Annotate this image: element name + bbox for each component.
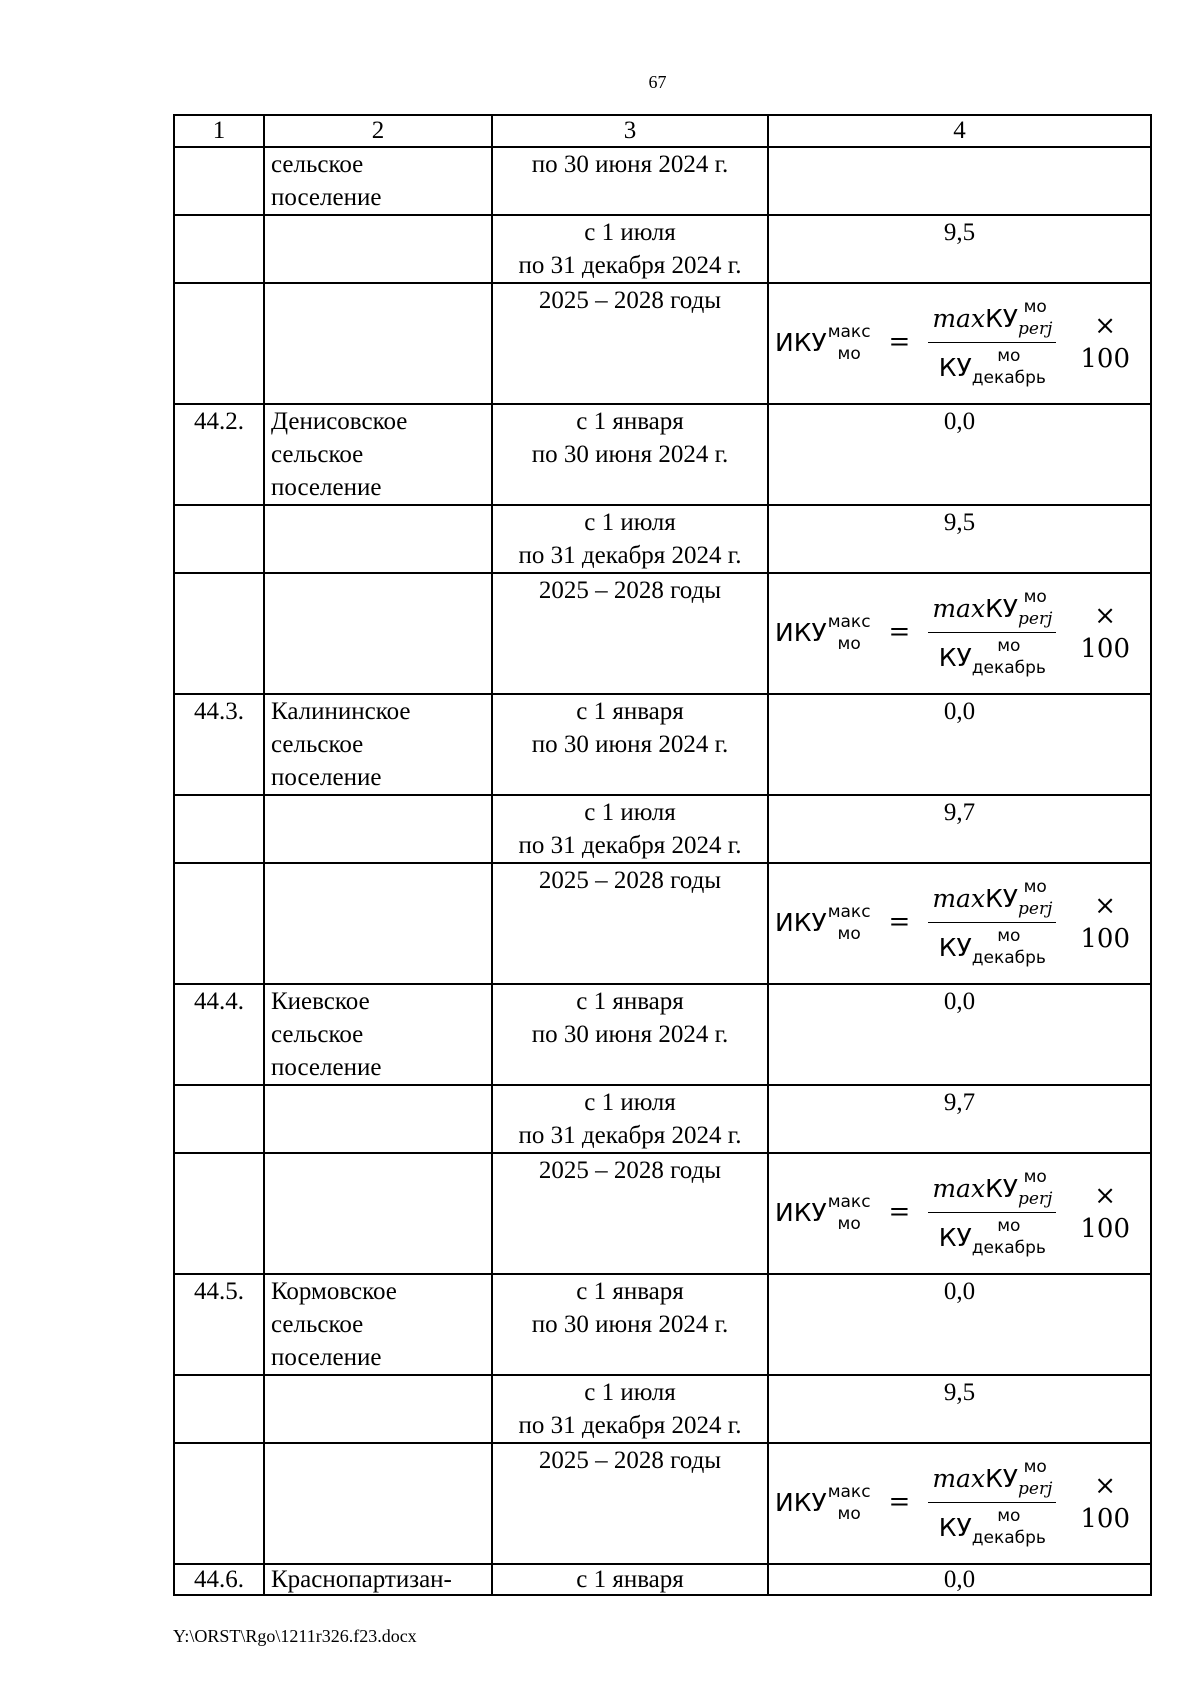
formula-num-sub: perj bbox=[1018, 319, 1053, 339]
cell-municipality bbox=[264, 1443, 492, 1564]
cell-value: 9,7 bbox=[768, 1085, 1151, 1153]
period-line: с 1 июля bbox=[584, 509, 676, 536]
cell-number bbox=[174, 573, 264, 694]
formula-fraction bbox=[928, 296, 1056, 389]
period-line: с 1 января bbox=[576, 698, 684, 725]
cell-number: 44.4. bbox=[174, 984, 264, 1085]
cell-number bbox=[174, 283, 264, 404]
municipality-line: Кормовское bbox=[271, 1278, 397, 1305]
municipality-line: сельское bbox=[271, 441, 364, 468]
cell-municipality bbox=[264, 795, 492, 863]
formula-den-indices bbox=[972, 925, 1046, 969]
formula-lhs-indices bbox=[828, 611, 871, 655]
cell-number bbox=[174, 147, 264, 215]
period-line: с 1 июля bbox=[584, 1379, 676, 1406]
formula bbox=[775, 286, 1144, 399]
formula-num-sub: perj bbox=[1018, 609, 1053, 629]
cell-value: 0,0 bbox=[768, 694, 1151, 795]
cell-value bbox=[768, 863, 1151, 984]
formula-num-sup: мо bbox=[1023, 1167, 1047, 1187]
formula-lhs-symbol: ИКУ bbox=[775, 1488, 827, 1517]
formula-multiplier: × 100 bbox=[1080, 1180, 1131, 1244]
table-row bbox=[174, 505, 1151, 573]
table-row bbox=[174, 1375, 1151, 1443]
municipality-line: сельское bbox=[271, 1021, 364, 1048]
formula-lhs-sub: мо bbox=[837, 633, 861, 654]
period-line: по 30 июня 2024 г. bbox=[531, 151, 729, 178]
formula-num-symbol: КУ bbox=[985, 1463, 1019, 1493]
municipality-line: Киевское bbox=[271, 988, 370, 1015]
formula-lhs-indices bbox=[828, 321, 871, 365]
formula-num-sup: мо bbox=[1023, 1457, 1047, 1477]
period-line: по 30 июня 2024 г. bbox=[531, 441, 729, 468]
formula-lhs-sup: макс bbox=[827, 901, 871, 922]
municipality-line: поселение bbox=[271, 184, 382, 211]
formula-equals: = bbox=[888, 1487, 911, 1517]
table-row bbox=[174, 283, 1151, 404]
tariff-table bbox=[173, 114, 1152, 1596]
municipality-line: Денисовское bbox=[271, 408, 408, 435]
cell-number bbox=[174, 1153, 264, 1274]
cell-number bbox=[174, 505, 264, 573]
formula-lhs-symbol: ИКУ bbox=[775, 1198, 827, 1227]
period-line: с 1 июля bbox=[584, 219, 676, 246]
formula-num-sub: perj bbox=[1018, 1479, 1053, 1499]
formula-den-sub: декабрь bbox=[971, 1528, 1046, 1548]
period-line: 2025 – 2028 годы bbox=[538, 577, 722, 604]
cell-value bbox=[768, 1153, 1151, 1274]
formula-den-sup: мо bbox=[997, 1216, 1021, 1236]
cell-value: 0,0 bbox=[768, 984, 1151, 1085]
cell-period bbox=[492, 1085, 768, 1153]
cell-number: 44.3. bbox=[174, 694, 264, 795]
cell-municipality bbox=[264, 694, 492, 795]
formula-num-indices bbox=[1018, 586, 1052, 630]
formula-lhs-symbol: ИКУ bbox=[775, 908, 827, 937]
formula-max: max bbox=[932, 593, 986, 623]
cell-municipality bbox=[264, 1153, 492, 1274]
formula-denominator bbox=[939, 1503, 1046, 1549]
cell-number bbox=[174, 215, 264, 283]
cell-municipality bbox=[264, 984, 492, 1085]
formula-equals: = bbox=[888, 1197, 911, 1227]
cell-period bbox=[492, 694, 768, 795]
formula-lhs bbox=[775, 1481, 871, 1525]
formula-den-symbol: КУ bbox=[938, 1222, 972, 1252]
formula-num-symbol: КУ bbox=[985, 593, 1019, 623]
municipality-line: поселение bbox=[271, 1344, 382, 1371]
formula-num-symbol: КУ bbox=[985, 303, 1019, 333]
formula-num-indices bbox=[1018, 296, 1052, 340]
cell-value: 9,7 bbox=[768, 795, 1151, 863]
formula-den-indices bbox=[972, 1215, 1046, 1259]
table-row bbox=[174, 1443, 1151, 1564]
header-cell: 4 bbox=[768, 115, 1151, 147]
formula-num-sup: мо bbox=[1023, 297, 1047, 317]
formula-lhs-sub: мо bbox=[837, 343, 861, 364]
cell-number: 44.2. bbox=[174, 404, 264, 505]
cell-municipality bbox=[264, 1085, 492, 1153]
formula-den-sup: мо bbox=[997, 346, 1021, 366]
period-line: по 30 июня 2024 г. bbox=[531, 731, 729, 758]
cell-municipality bbox=[264, 863, 492, 984]
cell-value bbox=[768, 147, 1151, 215]
formula-num-sup: мо bbox=[1023, 587, 1047, 607]
header-cell: 3 bbox=[492, 115, 768, 147]
formula-den-sub: декабрь bbox=[971, 368, 1046, 388]
formula-den-symbol: КУ bbox=[938, 1512, 972, 1542]
formula-lhs bbox=[775, 1191, 871, 1235]
period-line: с 1 января bbox=[576, 408, 684, 435]
table-row bbox=[174, 1085, 1151, 1153]
cell-value bbox=[768, 1443, 1151, 1564]
formula-lhs-sub: мо bbox=[837, 1503, 861, 1524]
formula-denominator bbox=[939, 923, 1046, 969]
cell-municipality bbox=[264, 505, 492, 573]
formula-lhs-symbol: ИКУ bbox=[775, 328, 827, 357]
formula-max: max bbox=[932, 883, 986, 913]
cell-municipality bbox=[264, 1375, 492, 1443]
cell-period bbox=[492, 147, 768, 215]
cell-period bbox=[492, 215, 768, 283]
formula-den-sub: декабрь bbox=[971, 948, 1046, 968]
formula-lhs bbox=[775, 611, 871, 655]
cell-period bbox=[492, 505, 768, 573]
period-line: 2025 – 2028 годы bbox=[538, 1447, 722, 1474]
cell-value: 0,0 bbox=[768, 404, 1151, 505]
period-line: по 31 декабря 2024 г. bbox=[518, 832, 742, 859]
period-line: с 1 января bbox=[576, 1278, 684, 1305]
period-line: по 31 декабря 2024 г. bbox=[518, 1412, 742, 1439]
formula-fraction bbox=[928, 586, 1056, 679]
formula-equals: = bbox=[888, 907, 911, 937]
formula-den-indices bbox=[972, 1505, 1046, 1549]
formula-lhs-indices bbox=[828, 901, 871, 945]
formula-multiplier: × 100 bbox=[1080, 890, 1131, 954]
formula bbox=[775, 1446, 1144, 1559]
formula-den-sup: мо bbox=[997, 926, 1021, 946]
formula-num-symbol: КУ bbox=[985, 883, 1019, 913]
formula-max: max bbox=[932, 1463, 986, 1493]
formula-num-sub: perj bbox=[1018, 899, 1053, 919]
municipality-line: сельское bbox=[271, 731, 364, 758]
formula-equals: = bbox=[888, 327, 911, 357]
formula-den-sup: мо bbox=[997, 636, 1021, 656]
period-line: 2025 – 2028 годы bbox=[538, 867, 722, 894]
table-row bbox=[174, 1153, 1151, 1274]
cell-number: 44.6. bbox=[174, 1564, 264, 1595]
municipality-line: поселение bbox=[271, 764, 382, 791]
cell-municipality bbox=[264, 1564, 492, 1595]
cell-value: 9,5 bbox=[768, 215, 1151, 283]
cell-municipality bbox=[264, 147, 492, 215]
formula-num-indices bbox=[1018, 1166, 1052, 1210]
period-line: по 31 декабря 2024 г. bbox=[518, 1122, 742, 1149]
formula-fraction bbox=[928, 1456, 1056, 1549]
formula bbox=[775, 576, 1144, 689]
municipality-line: Калининское bbox=[271, 698, 411, 725]
period-line: 2025 – 2028 годы bbox=[538, 1157, 722, 1184]
formula-lhs-sup: макс bbox=[827, 611, 871, 632]
cell-value: 0,0 bbox=[768, 1274, 1151, 1375]
formula-max: max bbox=[932, 1173, 986, 1203]
formula-numerator bbox=[928, 1456, 1056, 1502]
cell-municipality bbox=[264, 215, 492, 283]
formula-lhs-sup: макс bbox=[827, 1191, 871, 1212]
cell-value: 9,5 bbox=[768, 505, 1151, 573]
formula-lhs-sub: мо bbox=[837, 1213, 861, 1234]
header-cell: 2 bbox=[264, 115, 492, 147]
table-row bbox=[174, 404, 1151, 505]
cell-municipality bbox=[264, 283, 492, 404]
formula-den-sub: декабрь bbox=[971, 1238, 1046, 1258]
table-row bbox=[174, 215, 1151, 283]
table-row bbox=[174, 147, 1151, 215]
formula-numerator bbox=[928, 296, 1056, 342]
cell-period bbox=[492, 1274, 768, 1375]
cell-period bbox=[492, 1375, 768, 1443]
header-cell: 1 bbox=[174, 115, 264, 147]
formula-num-symbol: КУ bbox=[985, 1173, 1019, 1203]
period-line: с 1 января bbox=[576, 1566, 684, 1593]
formula-numerator bbox=[928, 876, 1056, 922]
cell-number bbox=[174, 1085, 264, 1153]
cell-value: 0,0 bbox=[768, 1564, 1151, 1595]
formula-numerator bbox=[928, 1166, 1056, 1212]
formula-equals: = bbox=[888, 617, 911, 647]
cell-value: 9,5 bbox=[768, 1375, 1151, 1443]
formula-num-sup: мо bbox=[1023, 877, 1047, 897]
formula-lhs-sup: макс bbox=[827, 321, 871, 342]
cell-number bbox=[174, 1443, 264, 1564]
formula bbox=[775, 1156, 1144, 1269]
formula-multiplier: × 100 bbox=[1080, 310, 1131, 374]
formula-lhs-sup: макс bbox=[827, 1481, 871, 1502]
cell-period bbox=[492, 863, 768, 984]
municipality-line: Краснопартизан- bbox=[271, 1566, 452, 1593]
formula-num-indices bbox=[1018, 876, 1052, 920]
formula-den-sub: декабрь bbox=[971, 658, 1046, 678]
formula-lhs bbox=[775, 321, 871, 365]
period-line: 2025 – 2028 годы bbox=[538, 287, 722, 314]
formula-lhs bbox=[775, 901, 871, 945]
formula-lhs-sub: мо bbox=[837, 923, 861, 944]
cell-period bbox=[492, 573, 768, 694]
formula-lhs-indices bbox=[828, 1191, 871, 1235]
period-line: с 1 января bbox=[576, 988, 684, 1015]
footer-file-path: Y:\ORST\Rgo\1211r326.f23.docx bbox=[173, 1626, 417, 1646]
municipality-line: поселение bbox=[271, 1054, 382, 1081]
period-line: по 31 декабря 2024 г. bbox=[518, 542, 742, 569]
cell-value bbox=[768, 573, 1151, 694]
municipality-line: поселение bbox=[271, 474, 382, 501]
page-number: 67 bbox=[648, 72, 667, 92]
formula-num-indices bbox=[1018, 1456, 1052, 1500]
table-row bbox=[174, 1564, 1151, 1595]
cell-municipality bbox=[264, 1274, 492, 1375]
period-line: с 1 июля bbox=[584, 1089, 676, 1116]
cell-period bbox=[492, 404, 768, 505]
cell-municipality bbox=[264, 404, 492, 505]
formula bbox=[775, 866, 1144, 979]
period-line: по 31 декабря 2024 г. bbox=[518, 252, 742, 279]
formula-denominator bbox=[939, 343, 1046, 389]
cell-number bbox=[174, 863, 264, 984]
cell-municipality bbox=[264, 573, 492, 694]
period-line: по 30 июня 2024 г. bbox=[531, 1021, 729, 1048]
table-row bbox=[174, 1274, 1151, 1375]
formula-den-symbol: КУ bbox=[938, 932, 972, 962]
table-row bbox=[174, 573, 1151, 694]
cell-number bbox=[174, 795, 264, 863]
formula-multiplier: × 100 bbox=[1080, 1470, 1131, 1534]
formula-max: max bbox=[932, 303, 986, 333]
formula-den-indices bbox=[972, 345, 1046, 389]
formula-denominator bbox=[939, 1213, 1046, 1259]
cell-period bbox=[492, 1564, 768, 1595]
cell-period bbox=[492, 1153, 768, 1274]
formula-den-indices bbox=[972, 635, 1046, 679]
formula-den-symbol: КУ bbox=[938, 642, 972, 672]
cell-period bbox=[492, 283, 768, 404]
table-header-row bbox=[174, 115, 1151, 147]
table-row bbox=[174, 694, 1151, 795]
cell-value bbox=[768, 283, 1151, 404]
municipality-line: сельское bbox=[271, 151, 364, 178]
formula-numerator bbox=[928, 586, 1056, 632]
formula-lhs-indices bbox=[828, 1481, 871, 1525]
period-line: с 1 июля bbox=[584, 799, 676, 826]
formula-den-sup: мо bbox=[997, 1506, 1021, 1526]
table-row bbox=[174, 984, 1151, 1085]
table-row bbox=[174, 863, 1151, 984]
municipality-line: сельское bbox=[271, 1311, 364, 1338]
cell-period bbox=[492, 795, 768, 863]
formula-multiplier: × 100 bbox=[1080, 600, 1131, 664]
period-line: по 30 июня 2024 г. bbox=[531, 1311, 729, 1338]
table-row bbox=[174, 795, 1151, 863]
formula-lhs-symbol: ИКУ bbox=[775, 618, 827, 647]
formula-num-sub: perj bbox=[1018, 1189, 1053, 1209]
cell-period bbox=[492, 984, 768, 1085]
formula-den-symbol: КУ bbox=[938, 352, 972, 382]
cell-number: 44.5. bbox=[174, 1274, 264, 1375]
formula-denominator bbox=[939, 633, 1046, 679]
formula-fraction bbox=[928, 876, 1056, 969]
cell-number bbox=[174, 1375, 264, 1443]
cell-period bbox=[492, 1443, 768, 1564]
formula-fraction bbox=[928, 1166, 1056, 1259]
